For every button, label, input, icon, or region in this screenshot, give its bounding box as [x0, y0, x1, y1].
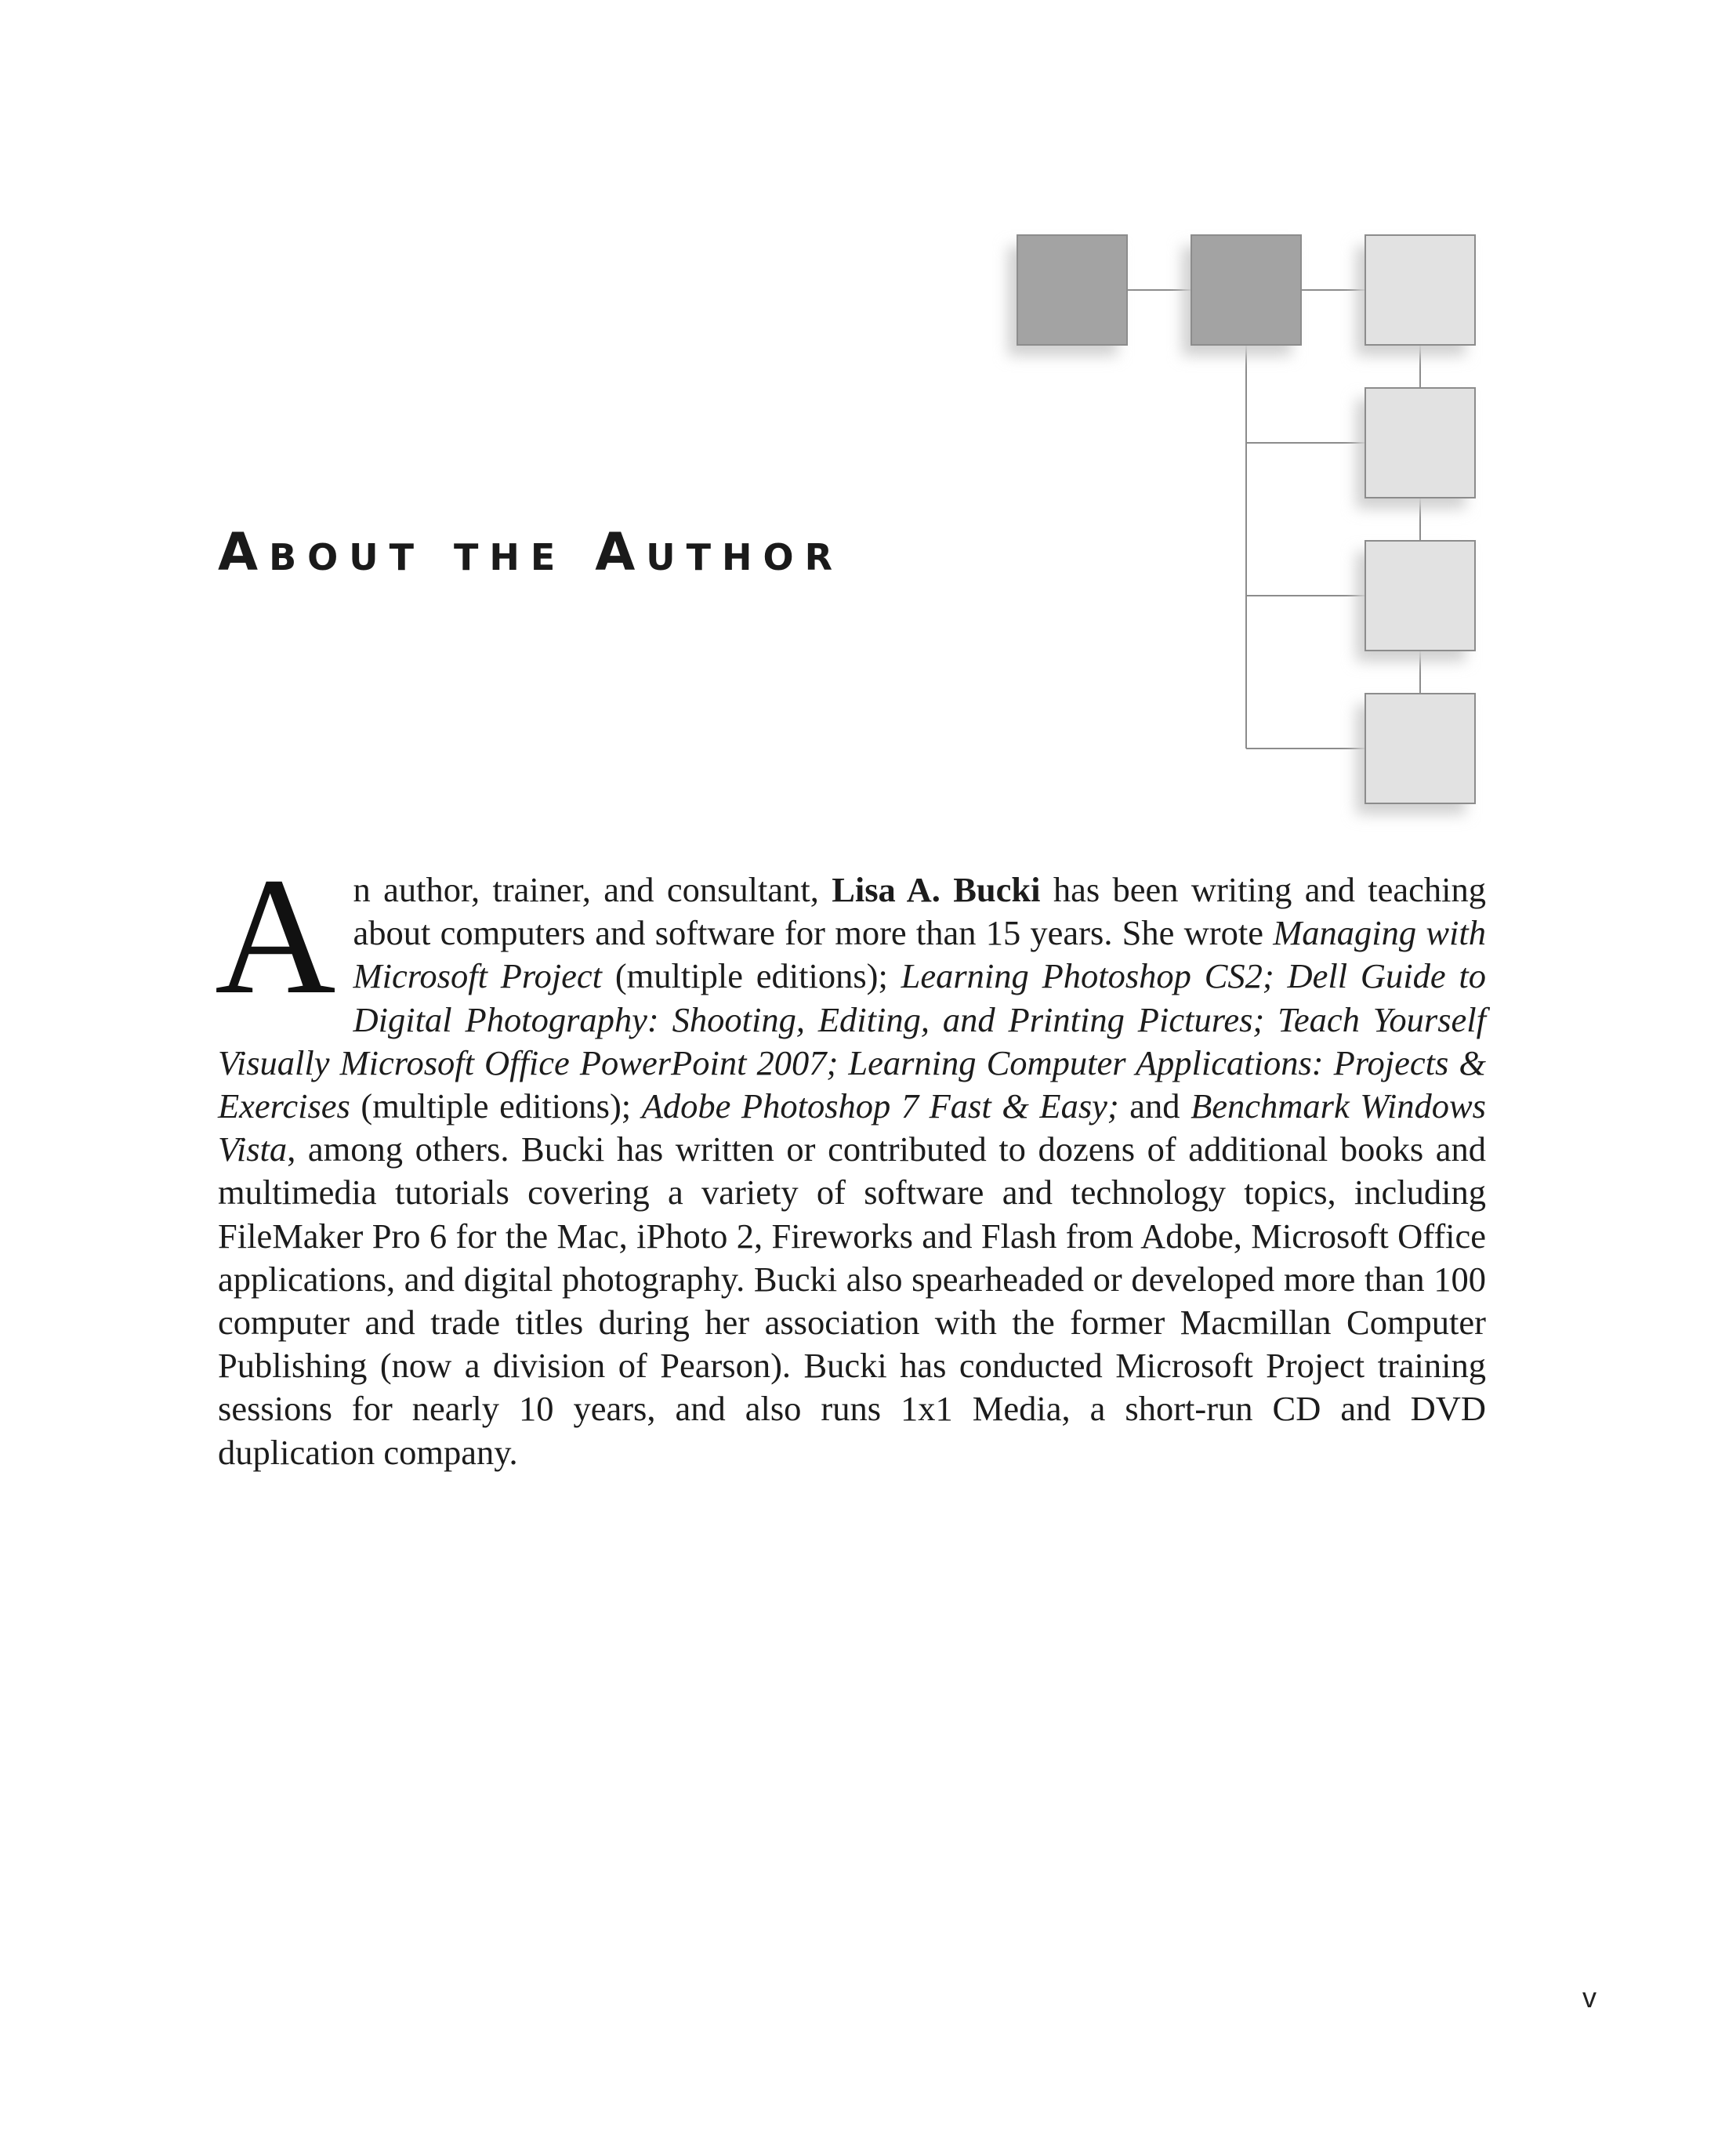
diagram-box-light [1365, 235, 1475, 345]
bio-text-run: (multiple editions); [602, 956, 901, 996]
book-title-text: Benchmark Windows Vista [218, 1086, 1486, 1169]
hierarchy-decoration-graphic [964, 219, 1528, 862]
page-number: v [1582, 1981, 1596, 2014]
hierarchy-diagram-svg [964, 219, 1528, 862]
bio-text-run: and [1118, 1086, 1191, 1126]
book-title-text: Adobe Photoshop 7 Fast & Easy; [641, 1086, 1119, 1126]
diagram-box-dark [1017, 235, 1127, 345]
author-name: Lisa A. Bucki [832, 870, 1041, 909]
bio-text-run: (multiple editions); [350, 1086, 642, 1126]
diagram-box-light [1365, 541, 1475, 651]
bio-text-run: has been writing and teaching about computers and software for more than 15 years. She wrote [353, 870, 1486, 953]
diagram-box-light [1365, 694, 1475, 803]
bio-body-text [218, 870, 1486, 1472]
bio-text-run: , among others. Bucki has written or contributed to dozens of additional books and multimedia tutorials covering a variety of software and technology topics, including FileMaker Pro 6 for the Mac, iPhoto 2, Fireworks and Flash from Adobe, Microsoft Office applications, and digital photography. Bucki also spearheaded or developed more than 100 computer and trade titles during her association with the former Macmillan Computer Publishing (now a division of Pearson). Bucki has conducted Microsoft Project training sessions for nearly 10 years, and also runs 1x1 Media, a short-run CD and DVD duplication company. [218, 1129, 1486, 1472]
book-title-text: Managing with Microsoft Project [353, 913, 1486, 996]
chapter-heading: About the Author [218, 522, 844, 582]
connector-lines [1127, 290, 1420, 749]
book-title-text: Learning Photoshop CS2; Dell Guide to Digital Photography: Shooting, Editing, and Printing Pictures; Teach Yourself Visually Microsoft Office PowerPoint 2007; Learning Computer Applications: Projects & Exercises [218, 956, 1486, 1126]
drop-cap-letter: A [215, 843, 336, 1029]
diagram-boxes [1008, 235, 1475, 814]
author-bio-paragraph [215, 843, 1486, 1474]
diagram-box-light [1365, 388, 1475, 498]
diagram-box-dark [1191, 235, 1301, 345]
bio-text-run: n author, trainer, and consultant, [353, 870, 832, 909]
